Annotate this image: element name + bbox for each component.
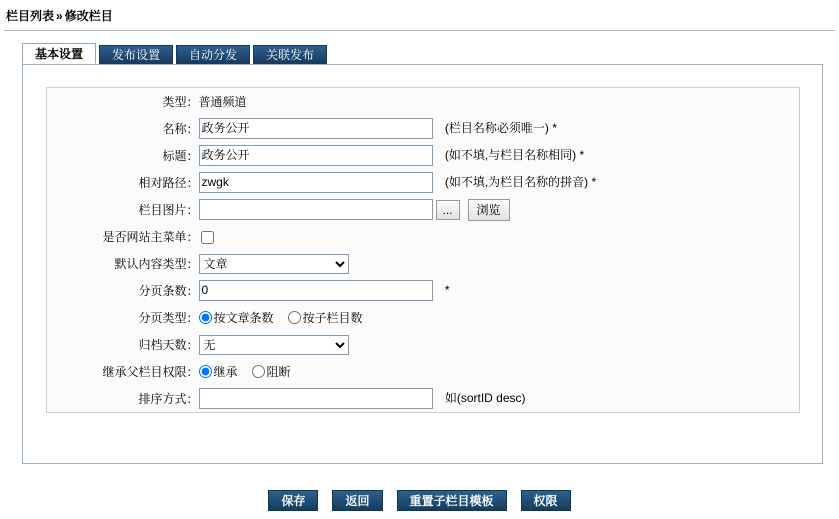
sort-order-hint: 如(sortID desc) [444, 391, 526, 405]
field-main-menu [199, 223, 799, 250]
tab-related-publish[interactable]: 关联发布 [253, 45, 327, 64]
field-page-type [199, 304, 799, 331]
page-count-required-star: * [444, 283, 450, 297]
label-page-type: 分页类型： [138, 311, 199, 325]
main-menu-checkbox[interactable] [201, 231, 214, 244]
label-page-count: 分页条数： [138, 284, 199, 298]
label-sort-order: 排序方式： [138, 392, 199, 406]
label-title: 标题： [162, 149, 199, 163]
field-sort-order [199, 385, 799, 412]
row-type [47, 88, 799, 115]
inherit-label-inherit: 继承 [213, 365, 238, 379]
image-path-input[interactable] [199, 199, 433, 220]
row-path [47, 169, 799, 196]
label-content-type: 默认内容类型： [114, 257, 199, 271]
row-page-type [47, 304, 799, 331]
row-name [47, 115, 799, 142]
field-title [199, 142, 799, 169]
row-archive-days [47, 331, 799, 358]
label-inherit-permission: 继承父栏目权限： [102, 365, 199, 379]
field-page-count [199, 277, 799, 304]
page-type-option-article[interactable] [199, 309, 274, 326]
field-inherit-permission [199, 358, 799, 385]
inherit-label-block: 阻断 [266, 365, 291, 379]
breadcrumb-parent[interactable]: 栏目列表 [6, 9, 55, 23]
page-type-label-article: 按文章条数 [213, 311, 274, 325]
tab-auto-distribute[interactable]: 自动分发 [176, 45, 250, 64]
inherit-radio-inherit[interactable] [199, 365, 212, 378]
page-type-option-subcolumn[interactable] [288, 309, 363, 326]
settings-form [47, 88, 799, 412]
row-sort [47, 385, 799, 412]
sort-order-input[interactable] [199, 388, 433, 409]
footer-button-bar [0, 490, 839, 511]
label-path: 相对路径： [138, 176, 199, 190]
page-type-label-subcolumn: 按子栏目数 [302, 311, 363, 325]
breadcrumb-separator: » [56, 9, 63, 23]
row-content-type [47, 250, 799, 277]
title-required-star: * [579, 148, 585, 162]
row-image [47, 196, 799, 223]
row-inherit [47, 358, 799, 385]
title-input[interactable] [199, 145, 433, 166]
form-container [46, 87, 800, 413]
label-name: 名称： [162, 122, 199, 136]
archive-days-select[interactable] [199, 335, 349, 355]
permission-button[interactable]: 权限 [521, 490, 571, 511]
label-main-menu: 是否网站主菜单： [102, 230, 199, 244]
inherit-radio-group [199, 363, 305, 380]
field-name [199, 115, 799, 142]
name-required-star: * [552, 121, 557, 135]
breadcrumb-current: 修改栏目 [64, 9, 113, 23]
inherit-option-block[interactable] [252, 363, 291, 380]
row-main-menu [47, 223, 799, 250]
inherit-option-inherit[interactable] [199, 363, 238, 380]
field-archive-days [199, 331, 799, 358]
path-input[interactable] [199, 172, 433, 193]
name-input[interactable] [199, 118, 433, 139]
label-archive-days: 归档天数： [138, 338, 199, 352]
back-button[interactable]: 返回 [332, 490, 382, 511]
page-type-radio-group [199, 309, 377, 326]
tab-bar [22, 43, 839, 65]
save-button[interactable]: 保存 [268, 490, 318, 511]
page-type-radio-article[interactable] [199, 311, 212, 324]
page-type-radio-subcolumn[interactable] [288, 311, 301, 324]
row-title [47, 142, 799, 169]
image-browse-button[interactable]: 浏览 [468, 199, 510, 221]
field-path [199, 169, 799, 196]
field-content-type [199, 250, 799, 277]
reset-subcolumn-template-button[interactable]: 重置子栏目模板 [397, 490, 507, 511]
path-required-star: * [591, 175, 597, 189]
inherit-radio-block[interactable] [252, 365, 265, 378]
tab-publish-settings[interactable]: 发布设置 [99, 45, 173, 64]
image-picker-button[interactable]: ... [436, 200, 460, 220]
content-type-select[interactable] [199, 254, 349, 274]
value-type: 普通频道 [198, 95, 247, 109]
label-image: 栏目图片： [138, 203, 199, 217]
label-type: 类型： [162, 95, 199, 109]
row-page-count [47, 277, 799, 304]
page-count-input[interactable] [199, 280, 433, 301]
field-image [199, 196, 799, 223]
breadcrumb [0, 0, 839, 30]
title-hint: (如不填,与栏目名称相同) [444, 148, 577, 162]
settings-panel [22, 64, 823, 464]
name-hint: (栏目名称必须唯一) [444, 121, 549, 135]
tab-basic-settings[interactable]: 基本设置 [22, 43, 96, 64]
path-hint: (如不填,为栏目名称的拼音) [444, 175, 589, 189]
header-divider [4, 30, 835, 31]
